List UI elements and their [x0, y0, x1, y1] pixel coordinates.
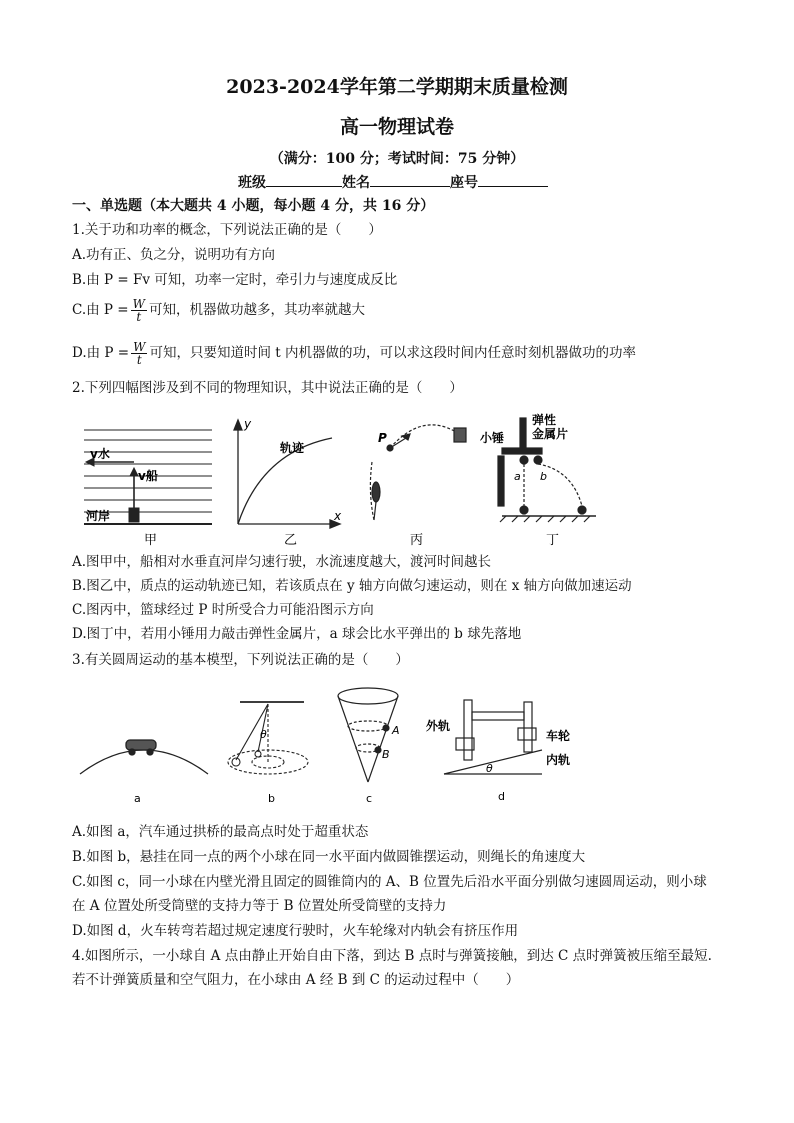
fig-yi-x-axis: x [334, 509, 342, 523]
fig-d-inner: 内轨 [546, 753, 571, 767]
fig-d-train-track [444, 700, 542, 774]
fig-jia-v-boat: v船 [138, 469, 158, 483]
q1-stem: 1.关于功和功率的概念，下列说法正确的是（ ） [72, 222, 382, 238]
q3-stem: 3.有关圆周运动的基本模型，下列说法正确的是（ ） [72, 652, 409, 668]
name-label: 姓名 [342, 175, 370, 191]
fig-d-wheel: 车轮 [546, 729, 571, 743]
fig-label-c: c [366, 792, 373, 805]
fig-label-ding: 丁 [546, 533, 560, 548]
class-label: 班级 [238, 175, 266, 191]
student-info-row [238, 172, 548, 192]
fig-a-bridge [80, 740, 208, 774]
fig-c-b-point: B [382, 748, 390, 761]
fig-b-pendulum [228, 702, 308, 774]
q2-option-d: D.图丁中，若用小锤用力敲击弹性金属片，a 球会比水平弹出的 b 球先落地 [72, 626, 522, 642]
fig-yi-path-label: 轨迹 [280, 441, 305, 455]
q1-option-a: A.功有正、负之分，说明功有方向 [72, 247, 276, 263]
fig-d-outer: 外轨 [426, 719, 451, 733]
fig-label-a: a [134, 792, 141, 805]
q3-option-b: B.如图 b，悬挂在同一点的两个小球在同一水平面内做圆锥摆运动，则绳长的角速度大 [72, 849, 586, 865]
q3-option-d: D.如图 d，火车转弯若超过规定速度行驶时，火车轮缘对内轨会有挤压作用 [72, 923, 519, 939]
q3-figures [72, 682, 752, 808]
seat-label: 座号 [450, 175, 478, 191]
q2-option-a: A.图甲中，船相对水垂直河岸匀速行驶，水流速度越大，渡河时间越长 [72, 554, 492, 570]
q3-option-a: A.如图 a，汽车通过拱桥的最高点时处于超重状态 [72, 824, 369, 840]
seat-blank[interactable] [478, 186, 548, 187]
fig-label-yi: 乙 [284, 533, 298, 548]
fig-yi-y-axis: y [244, 417, 252, 431]
fig-label-b: b [268, 792, 275, 805]
q4-line1: 4.如图所示，一小球自 A 点由静止开始自由下落，到达 B 点时与弹簧接触，到达 C 点时弹簧被压缩至最短. [72, 948, 712, 964]
fig-ding-metal-2: 金属片 [532, 427, 569, 441]
fraction: $\frac{W}{t}$ [133, 340, 146, 367]
fig-d-theta: θ [486, 762, 493, 775]
name-blank[interactable] [370, 186, 450, 187]
q2-option-c: C.图丙中，篮球经过 P 时所受合力可能沿图示方向 [72, 602, 374, 618]
fig-ding-b: b [540, 470, 547, 483]
fig-label-bing: 丙 [410, 533, 424, 548]
q3-option-c-line1: C.如图 c，同一小球在内壁光滑且固定的圆锥筒内的 A、B 位置先后沿水平面分别做匀速圆周运动，则小球 [72, 874, 707, 890]
fig-yi-graph [234, 420, 340, 528]
fig-bing-p: P [378, 431, 387, 445]
exam-title: 2023-2024学年第二学期期末质量检测 [226, 76, 568, 98]
q2-option-b: B.图乙中，质点的运动轨迹已知，若该质点在 y 轴方向做匀速运动，则在 x 轴方向做加速运动 [72, 578, 632, 594]
fig-ding-a: a [514, 470, 521, 483]
fig-label-d: d [498, 790, 505, 803]
fig-ding-hammer: 小锤 [480, 431, 505, 445]
section-heading: 一、单选题（本大题共 4 小题，每小题 4 分，共 16 分） [72, 198, 435, 214]
fig-c-cone [338, 688, 398, 782]
q1-option-b: B.由 P = Fv 可知，功率一定时，牵引力与速度成反比 [72, 272, 398, 288]
fraction: $\frac{W}{t}$ [132, 297, 145, 324]
q1-option-d: D.由 P = $\frac{W}{t}$ 可知，只要知道时间 t 内机器做的功，可以求这段时间内任意时刻机器做功的功率 [72, 340, 636, 367]
exam-info: （满分：100 分；考试时间：75 分钟） [269, 151, 525, 167]
q4-line2: 若不计弹簧质量和空气阻力，在小球由 A 经 B 到 C 的运动过程中（ ） [72, 972, 520, 988]
fig-c-a-point: A [392, 724, 400, 737]
q1-option-c: C.由 P = $\frac{W}{t}$ 可知，机器做功越多，其功率就越大 [72, 297, 365, 324]
q3-option-c-line2: 在 A 位置处所受筒壁的支持力等于 B 位置处所受筒壁的支持力 [72, 898, 447, 914]
fig-label-jia: 甲 [144, 533, 158, 548]
fig-b-theta: θ [260, 728, 267, 741]
class-blank[interactable] [266, 186, 342, 187]
fig-ding-metal-1: 弹性 [532, 413, 557, 427]
q2-figures [72, 412, 752, 550]
exam-subtitle: 高一物理试卷 [339, 116, 454, 138]
fig-jia-bank: 河岸 [86, 509, 111, 523]
q2-stem: 2.下列四幅图涉及到不同的物理知识，其中说法正确的是（ ） [72, 380, 463, 396]
fig-jia-v-water: v水 [90, 447, 110, 461]
